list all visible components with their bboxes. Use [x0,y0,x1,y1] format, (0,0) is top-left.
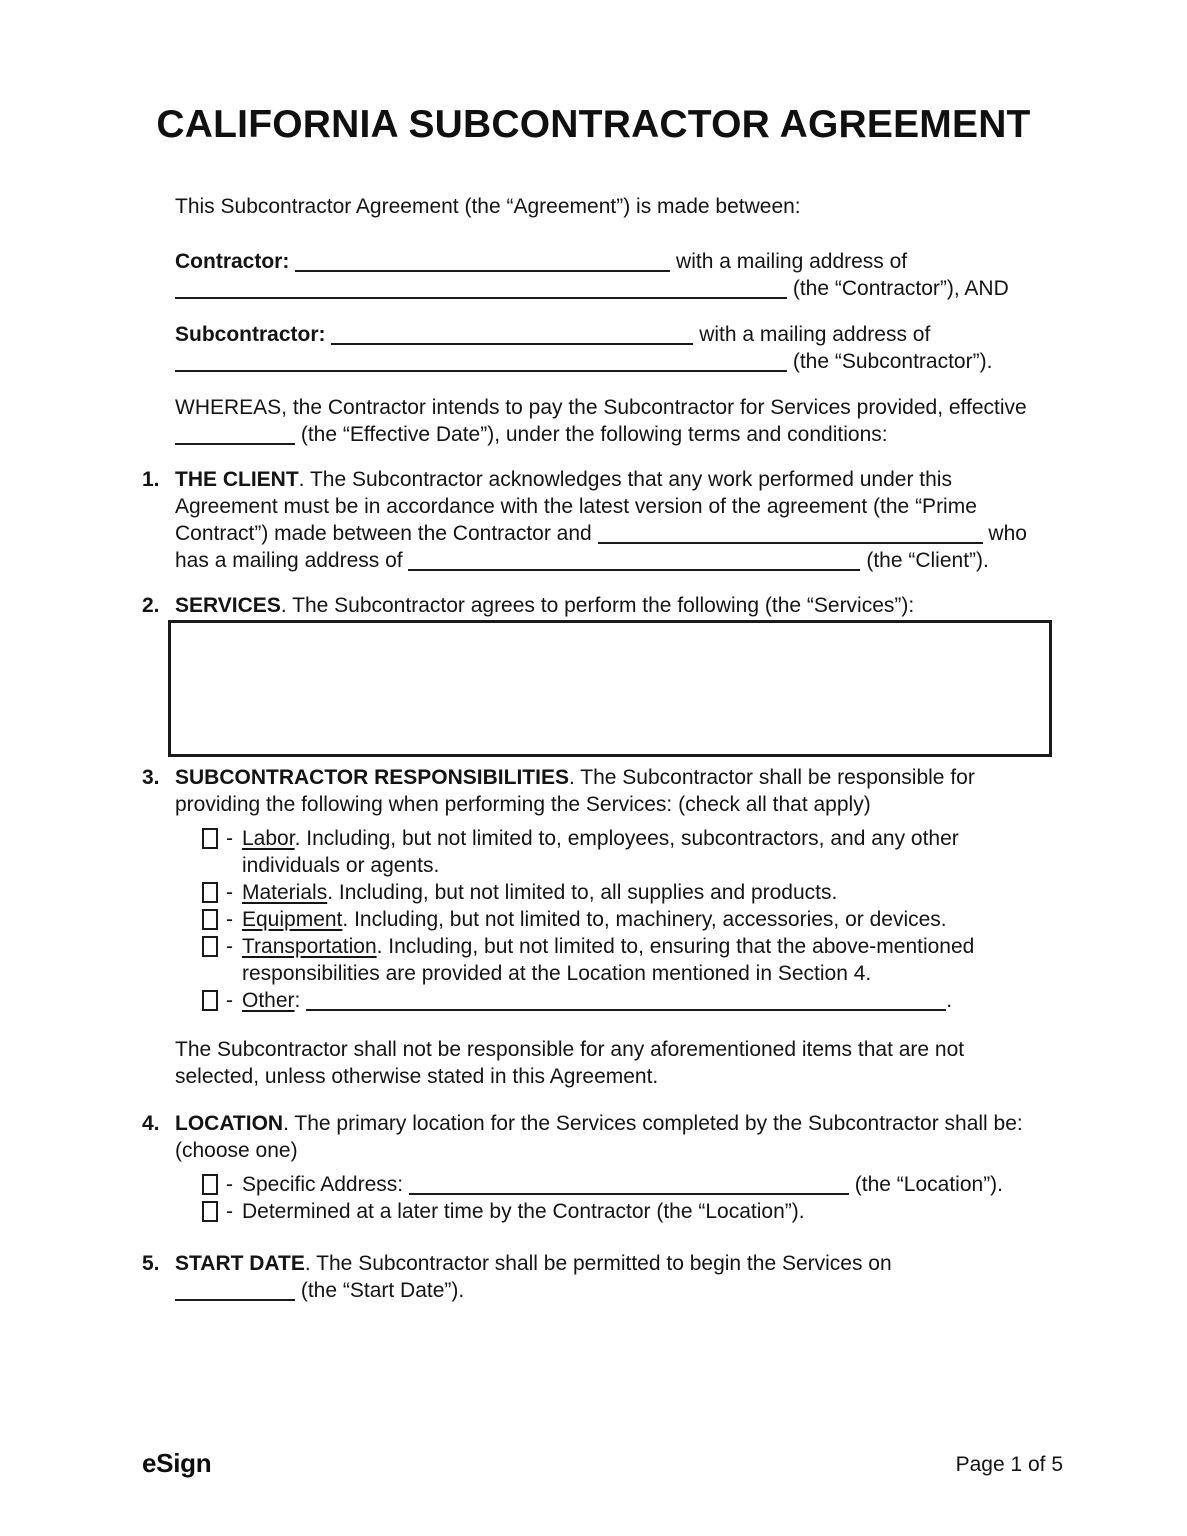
dash: - [226,908,233,931]
labor-description: . Including, but not limited to, employees, subcontractors, and any other individuals or agents. [242,827,959,877]
dash: - [226,989,233,1012]
section-1-heading: THE CLIENT [175,468,299,491]
effective-date-blank[interactable] [175,427,295,445]
labor-text [242,825,1045,879]
dash: - [226,935,233,958]
equipment-checkbox[interactable] [202,909,218,930]
section-3-line2: providing the following when performing the Services: (check all that apply) [175,793,871,816]
subcontractor-name-blank[interactable] [331,327,693,345]
section-1-line1: . The Subcontractor acknowledges that any work performed under this [298,468,952,491]
other-label: Other [242,989,295,1012]
dash: - [226,881,233,904]
whereas-line2-text: (the “Effective Date”), under the following terms and conditions: [300,423,888,446]
contractor-line2-text: (the “Contractor”), AND [792,277,1009,300]
section-1-line3-tail: who [988,522,1027,545]
document-title: CALIFORNIA SUBCONTRACTOR AGREEMENT [156,103,1031,146]
specific-address-blank[interactable] [409,1177,849,1195]
transportation-text [242,933,1045,987]
page-number: Page 1 of 5 [955,1453,1063,1476]
section-3-line1: . The Subcontractor shall be responsible for [568,766,975,789]
subcontractor-address-blank[interactable] [175,354,787,372]
whereas-line1: WHEREAS, the Contractor intends to pay the Subcontractor for Services provided, effective [175,396,1027,419]
document-content [0,100,1187,1304]
labor-row [202,825,1045,879]
section-1-number: 1. [142,468,160,491]
specific-address-suffix: (the “Location”). [854,1173,1004,1196]
start-date-blank[interactable] [175,1283,295,1301]
labor-checkbox[interactable] [202,828,218,849]
section-5-number: 5. [142,1252,160,1275]
section-1-line2: Agreement must be in accordance with the latest version of the agreement (the “Prime [175,495,977,518]
dash: - [226,1200,233,1223]
note-line1: The Subcontractor shall not be responsible for any aforementioned items that are not [175,1038,965,1061]
note-line2: selected, unless otherwise stated in this Agreement. [175,1065,659,1088]
equipment-label: Equipment [242,908,343,931]
section-location [142,1110,1045,1225]
transportation-checkbox[interactable] [202,936,218,957]
dash: - [226,827,233,850]
section-5-line1: . The Subcontractor shall be permitted to begin the Services on [304,1252,892,1275]
materials-row [202,879,1045,906]
specific-address-text [242,1171,1045,1198]
contractor-name-blank[interactable] [295,254,670,272]
subcontractor-label: Subcontractor: [175,323,326,346]
section-start-date [142,1250,1045,1304]
services-description-box[interactable] [168,620,1052,757]
section-3-heading: SUBCONTRACTOR RESPONSIBILITIES [175,766,569,789]
esign-logo: eSign [142,1448,212,1478]
section-5-line2-text: (the “Start Date”). [300,1279,465,1302]
other-row [202,987,1045,1014]
section-2-heading: SERVICES [175,594,281,617]
intro-paragraph: This Subcontractor Agreement (the “Agreement”) is made between: [175,195,801,218]
other-period: . [946,989,953,1012]
determined-later-row [202,1198,1045,1225]
determined-later-text: Determined at a later time by the Contractor (the “Location”). [242,1200,805,1223]
transportation-row [202,933,1045,987]
equipment-row [202,906,1045,933]
location-options [175,1171,1045,1225]
dash: - [226,1173,233,1196]
specific-address-checkbox[interactable] [202,1174,218,1195]
contractor-line1-text: with a mailing address of [676,250,908,273]
equipment-text [242,906,1045,933]
other-colon: : [294,989,301,1012]
client-address-blank[interactable] [408,553,860,571]
section-4-heading: LOCATION [175,1112,284,1135]
section-4-line2: (choose one) [175,1139,298,1162]
subcontractor-clause [175,321,1045,375]
client-name-blank[interactable] [598,526,983,544]
section-2-text: . The Subcontractor agrees to perform the following (the “Services”): [280,594,915,617]
subcontractor-line1-text: with a mailing address of [699,323,931,346]
contractor-clause [175,248,1045,302]
section-1-line3-text: Contract”) made between the Contractor and [175,522,592,545]
whereas-clause [175,394,1045,448]
section-4-line1: . The primary location for the Services completed by the Subcontractor shall be: [283,1112,1023,1135]
section-1-line4-text: has a mailing address of [175,549,403,572]
transportation-description: . Including, but not limited to, ensuring that the above-mentioned responsibilities are provided at the Location mentioned in Section 4. [242,935,975,985]
specific-address-row [202,1171,1045,1198]
responsibilities-checklist [175,825,1045,1014]
other-text [242,987,1045,1014]
contractor-label: Contractor: [175,250,290,273]
materials-label: Materials [242,881,328,904]
subcontractor-line2-text: (the “Subcontractor”). [792,350,993,373]
section-3-number: 3. [142,766,160,789]
responsibilities-note [175,1036,1045,1090]
other-checkbox[interactable] [202,990,218,1011]
materials-checkbox[interactable] [202,882,218,903]
section-the-client [142,466,1045,574]
transportation-label: Transportation [242,935,377,958]
section-4-number: 4. [142,1112,160,1135]
materials-text [242,879,1045,906]
section-services [142,592,1045,757]
section-2-number: 2. [142,594,160,617]
contractor-address-blank[interactable] [175,281,787,299]
section-responsibilities [142,764,1045,1090]
other-blank[interactable] [306,993,946,1011]
section-1-line4-tail: (the “Client”). [866,549,989,572]
determined-later-checkbox[interactable] [202,1201,218,1222]
materials-description: . Including, but not limited to, all supplies and products. [327,881,838,904]
labor-label: Labor [242,827,295,850]
equipment-description: . Including, but not limited to, machinery, accessories, or devices. [342,908,947,931]
specific-address-label: Specific Address: [242,1173,404,1196]
section-5-heading: START DATE [175,1252,305,1275]
page-footer [142,1448,1063,1478]
